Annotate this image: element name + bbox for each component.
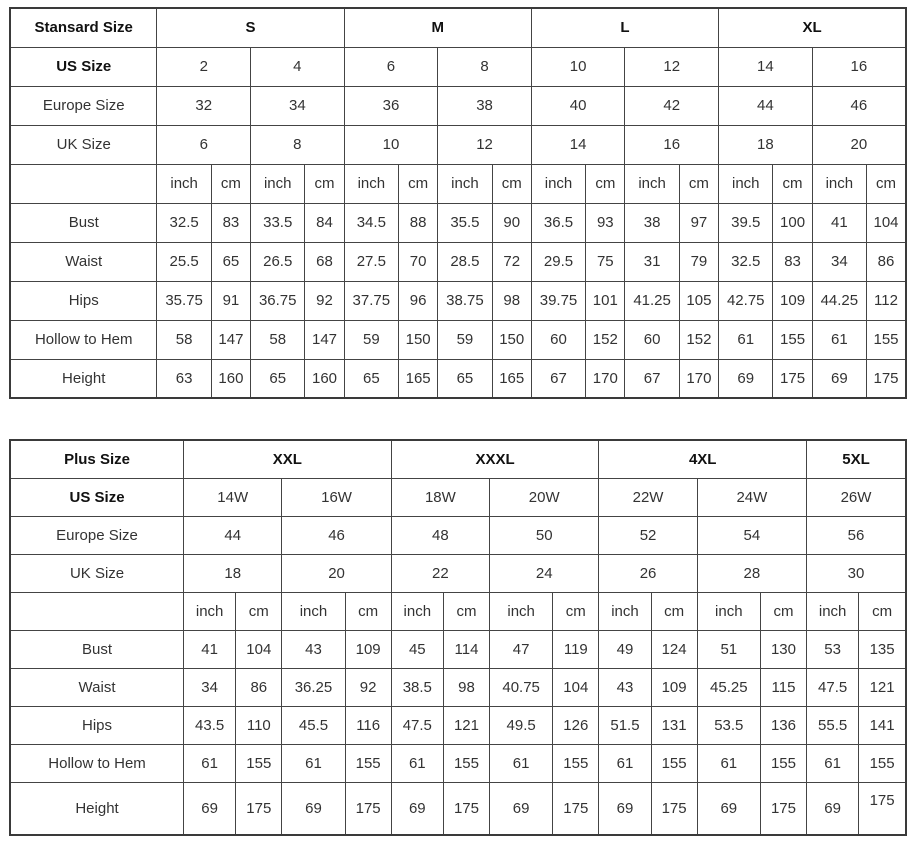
cell: 38 (438, 86, 532, 125)
cell: 51 (697, 630, 760, 668)
cell: 109 (345, 630, 391, 668)
cell: 22W (599, 478, 697, 516)
cell: 121 (859, 668, 906, 706)
cell: 48 (391, 516, 489, 554)
row-label: Hollow to Hem (10, 744, 184, 782)
cell: cm (236, 592, 282, 630)
cell: 26W (807, 478, 906, 516)
cell: 70 (399, 242, 438, 281)
cell: 61 (282, 744, 345, 782)
cell: 43.5 (184, 706, 236, 744)
cell: 65 (438, 359, 492, 398)
cell: 175 (443, 782, 489, 835)
cell: 6 (157, 125, 251, 164)
cell: 42.75 (719, 281, 773, 320)
cell: 175 (345, 782, 391, 835)
cell: inch (184, 592, 236, 630)
cell: 100 (773, 203, 812, 242)
cell: 10 (344, 125, 438, 164)
cell: 86 (236, 668, 282, 706)
cell: 69 (697, 782, 760, 835)
cell: 16W (282, 478, 391, 516)
cell: 147 (211, 320, 250, 359)
cell: 59 (438, 320, 492, 359)
cell: inch (344, 164, 398, 203)
cell: 52 (599, 516, 697, 554)
cell: 16 (812, 47, 906, 86)
cell: 27.5 (344, 242, 398, 281)
cell: 75 (586, 242, 625, 281)
cell: cm (345, 592, 391, 630)
cell: 67 (531, 359, 585, 398)
cell: 53 (807, 630, 859, 668)
cell: inch (531, 164, 585, 203)
row-label (10, 592, 184, 630)
cell: 45.5 (282, 706, 345, 744)
cell: 41.25 (625, 281, 679, 320)
cell: 69 (599, 782, 651, 835)
cell: 41 (812, 203, 866, 242)
cell: 35.75 (157, 281, 211, 320)
cell: 69 (812, 359, 866, 398)
cell: 136 (760, 706, 806, 744)
cell: inch (807, 592, 859, 630)
cell: 33.5 (251, 203, 305, 242)
cell: 68 (305, 242, 344, 281)
cell: inch (251, 164, 305, 203)
cell: 26 (599, 554, 697, 592)
hips-row (10, 706, 906, 744)
cell: 58 (251, 320, 305, 359)
cell: 155 (345, 744, 391, 782)
cell: 49 (599, 630, 651, 668)
cell: 155 (859, 744, 906, 782)
cell: 104 (867, 203, 906, 242)
row-label (10, 164, 157, 203)
cell: 38 (625, 203, 679, 242)
cell: 115 (760, 668, 806, 706)
cell: 61 (599, 744, 651, 782)
size-group-5xl: 5XL (807, 440, 906, 478)
cell: cm (492, 164, 531, 203)
cell: cm (679, 164, 718, 203)
cell: 61 (697, 744, 760, 782)
cell: 18 (719, 125, 813, 164)
cell: 97 (679, 203, 718, 242)
cell: 43 (599, 668, 651, 706)
cell: 152 (586, 320, 625, 359)
cell: 8 (251, 125, 345, 164)
cell: 36.5 (531, 203, 585, 242)
cell: 51.5 (599, 706, 651, 744)
row-label: Plus Size (10, 440, 184, 478)
cell: 112 (867, 281, 906, 320)
cell: 135 (859, 630, 906, 668)
cell: 18W (391, 478, 489, 516)
cell: 39.75 (531, 281, 585, 320)
size-group-s: S (157, 8, 344, 47)
row-label: Hips (10, 281, 157, 320)
cell: inch (812, 164, 866, 203)
cell: cm (399, 164, 438, 203)
cell: 44 (719, 86, 813, 125)
cell: 98 (492, 281, 531, 320)
cell: 10 (531, 47, 625, 86)
cell: cm (553, 592, 599, 630)
cell: 105 (679, 281, 718, 320)
cell: cm (305, 164, 344, 203)
row-label: Hips (10, 706, 184, 744)
cell: 69 (719, 359, 773, 398)
cell: 98 (443, 668, 489, 706)
cell: inch (490, 592, 553, 630)
units-row (10, 592, 906, 630)
cell: 14 (531, 125, 625, 164)
cell: 67 (625, 359, 679, 398)
cell: inch (697, 592, 760, 630)
cell: 65 (211, 242, 250, 281)
row-label: Waist (10, 242, 157, 281)
cell: 175 (236, 782, 282, 835)
cell: cm (651, 592, 697, 630)
row-label: Bust (10, 203, 157, 242)
cell (859, 782, 906, 835)
cell: 91 (211, 281, 250, 320)
cell: 56 (807, 516, 906, 554)
cell: 36.25 (282, 668, 345, 706)
cell: 59 (344, 320, 398, 359)
cell: 30 (807, 554, 906, 592)
cell: 25.5 (157, 242, 211, 281)
hollow-to-hem-row (10, 744, 906, 782)
cell: 86 (867, 242, 906, 281)
cell: 58 (157, 320, 211, 359)
cell: 155 (443, 744, 489, 782)
cell: 44.25 (812, 281, 866, 320)
us-size-row (10, 478, 906, 516)
cell: 88 (399, 203, 438, 242)
cell: 40.75 (490, 668, 553, 706)
cell: 131 (651, 706, 697, 744)
cell: 20 (282, 554, 391, 592)
hollow-to-hem-row (10, 320, 906, 359)
cell: 55.5 (807, 706, 859, 744)
cell: 104 (236, 630, 282, 668)
cell: 104 (553, 668, 599, 706)
cell: 12 (438, 125, 532, 164)
cell: 29.5 (531, 242, 585, 281)
cell: 4 (251, 47, 345, 86)
cell: 41 (184, 630, 236, 668)
europe-size-row (10, 86, 906, 125)
cell: 2 (157, 47, 251, 86)
row-label: Height (10, 359, 157, 398)
cell: 24 (490, 554, 599, 592)
header-row (10, 440, 906, 478)
cell: 8 (438, 47, 532, 86)
cell: cm (443, 592, 489, 630)
row-label: Waist (10, 668, 184, 706)
cell: 45 (391, 630, 443, 668)
cell: 22 (391, 554, 489, 592)
cell: 61 (490, 744, 553, 782)
cell: 60 (531, 320, 585, 359)
size-group-xxxl: XXXL (391, 440, 599, 478)
units-row (10, 164, 906, 203)
cell: 39.5 (719, 203, 773, 242)
cell: inch (625, 164, 679, 203)
cell: 16 (625, 125, 719, 164)
cell: 46 (282, 516, 391, 554)
cell: 175 (773, 359, 812, 398)
cell: 69 (282, 782, 345, 835)
row-label: UK Size (10, 125, 157, 164)
row-label: Europe Size (10, 516, 184, 554)
cell: 34 (184, 668, 236, 706)
cell: 47 (490, 630, 553, 668)
standard-size-table (9, 7, 907, 399)
size-group-xl: XL (719, 8, 906, 47)
cell: 121 (443, 706, 489, 744)
cell: 155 (867, 320, 906, 359)
bust-row (10, 630, 906, 668)
row-label: Stansard Size (10, 8, 157, 47)
cell: 150 (492, 320, 531, 359)
cell: 69 (391, 782, 443, 835)
cell: 24W (697, 478, 806, 516)
cell: 119 (553, 630, 599, 668)
cell: 93 (586, 203, 625, 242)
cell: 155 (773, 320, 812, 359)
cell: 155 (651, 744, 697, 782)
cell: 18 (184, 554, 282, 592)
cell: 28.5 (438, 242, 492, 281)
height-row (10, 359, 906, 398)
cell: 155 (236, 744, 282, 782)
cell: 47.5 (807, 668, 859, 706)
plus-size-table (9, 439, 907, 836)
header-row (10, 8, 906, 47)
cell: 32.5 (719, 242, 773, 281)
cell: 34 (251, 86, 345, 125)
cell: 12 (625, 47, 719, 86)
cell: 45.25 (697, 668, 760, 706)
cell: 175 (553, 782, 599, 835)
cell: 92 (305, 281, 344, 320)
cell: 50 (490, 516, 599, 554)
cell: 110 (236, 706, 282, 744)
cell: 126 (553, 706, 599, 744)
cell: 160 (305, 359, 344, 398)
cell: 109 (651, 668, 697, 706)
cell: inch (282, 592, 345, 630)
waist-row (10, 668, 906, 706)
hips-row (10, 281, 906, 320)
cell: inch (599, 592, 651, 630)
us-size-row (10, 47, 906, 86)
cell: 44 (184, 516, 282, 554)
cell: 20 (812, 125, 906, 164)
cell: 38.5 (391, 668, 443, 706)
cell: inch (157, 164, 211, 203)
cell: 31 (625, 242, 679, 281)
cell: 69 (807, 782, 859, 835)
cell: 6 (344, 47, 438, 86)
cell: 90 (492, 203, 531, 242)
cell: 165 (492, 359, 531, 398)
cell: 124 (651, 630, 697, 668)
cell: 37.75 (344, 281, 398, 320)
cell: 46 (812, 86, 906, 125)
cell: 36 (344, 86, 438, 125)
row-label: UK Size (10, 554, 184, 592)
cell: 61 (184, 744, 236, 782)
cell: 84 (305, 203, 344, 242)
cell: 63 (157, 359, 211, 398)
cell: 175 (651, 782, 697, 835)
cell: 40 (531, 86, 625, 125)
cell: 83 (211, 203, 250, 242)
cell: cm (859, 592, 906, 630)
cell: cm (867, 164, 906, 203)
cell: 69 (184, 782, 236, 835)
cell: 65 (344, 359, 398, 398)
row-label: Bust (10, 630, 184, 668)
cell: cm (773, 164, 812, 203)
cell: 101 (586, 281, 625, 320)
cell: 42 (625, 86, 719, 125)
cell: 35.5 (438, 203, 492, 242)
cell: 152 (679, 320, 718, 359)
bust-row (10, 203, 906, 242)
cell: 53.5 (697, 706, 760, 744)
cell: 141 (859, 706, 906, 744)
cell: 34.5 (344, 203, 398, 242)
waist-row (10, 242, 906, 281)
row-label: Hollow to Hem (10, 320, 157, 359)
cell: 165 (399, 359, 438, 398)
uk-size-row (10, 125, 906, 164)
cell: 72 (492, 242, 531, 281)
cell: 155 (553, 744, 599, 782)
cell: 47.5 (391, 706, 443, 744)
cell: 32 (157, 86, 251, 125)
cell: 155 (760, 744, 806, 782)
size-group-4xl: 4XL (599, 440, 807, 478)
cell: 26.5 (251, 242, 305, 281)
cell: 92 (345, 668, 391, 706)
cell: 109 (773, 281, 812, 320)
cell: 160 (211, 359, 250, 398)
cell: inch (391, 592, 443, 630)
cell: 28 (697, 554, 806, 592)
cell: 49.5 (490, 706, 553, 744)
cell: 32.5 (157, 203, 211, 242)
cell: 61 (719, 320, 773, 359)
row-label: Europe Size (10, 86, 157, 125)
cell: 130 (760, 630, 806, 668)
cell: 114 (443, 630, 489, 668)
cell: inch (719, 164, 773, 203)
cell: 147 (305, 320, 344, 359)
cell: 43 (282, 630, 345, 668)
cell-value: 175 (869, 791, 895, 809)
cell: cm (760, 592, 806, 630)
row-label: US Size (10, 47, 157, 86)
cell: 61 (807, 744, 859, 782)
cell: 150 (399, 320, 438, 359)
cell: 61 (391, 744, 443, 782)
cell: 175 (867, 359, 906, 398)
cell: 61 (812, 320, 866, 359)
cell: 14W (184, 478, 282, 516)
size-group-xxl: XXL (184, 440, 392, 478)
row-label: US Size (10, 478, 184, 516)
size-group-m: M (344, 8, 531, 47)
row-label: Height (10, 782, 184, 835)
uk-size-row (10, 554, 906, 592)
cell: 34 (812, 242, 866, 281)
cell: 36.75 (251, 281, 305, 320)
cell: 54 (697, 516, 806, 554)
cell: 20W (490, 478, 599, 516)
cell: 170 (679, 359, 718, 398)
cell: 60 (625, 320, 679, 359)
cell: 116 (345, 706, 391, 744)
cell: 38.75 (438, 281, 492, 320)
cell: 83 (773, 242, 812, 281)
cell: 14 (719, 47, 813, 86)
europe-size-row (10, 516, 906, 554)
cell: 96 (399, 281, 438, 320)
cell: 69 (490, 782, 553, 835)
cell: 79 (679, 242, 718, 281)
cell: cm (211, 164, 250, 203)
cell: 65 (251, 359, 305, 398)
cell: 170 (586, 359, 625, 398)
height-row (10, 782, 906, 835)
size-group-l: L (531, 8, 718, 47)
cell: 175 (760, 782, 806, 835)
cell: inch (438, 164, 492, 203)
cell: cm (586, 164, 625, 203)
